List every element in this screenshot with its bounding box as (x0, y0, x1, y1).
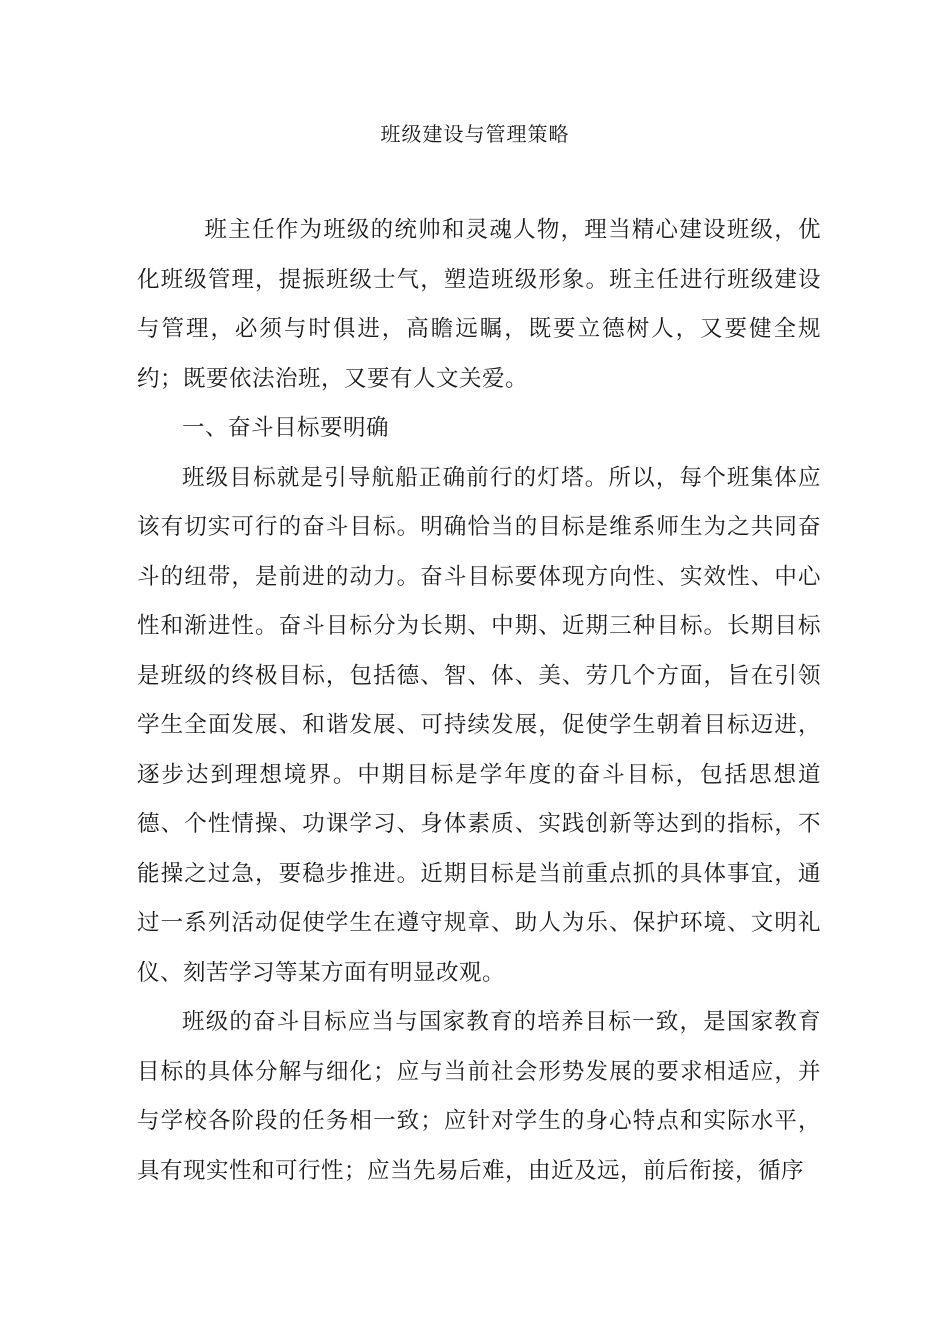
paragraph-goal-alignment: 班级的奋斗目标应当与国家教育的培养目标一致，是国家教育目标的具体分解与细化；应与当前社会形势发展的要求相适应，并与学校各阶段的任务相一致；应针对学生的身心特点和实际水平，具有现实性和可行性；应当先易后难，由近及远，前后衔接，循序 (137, 1009, 821, 1184)
paragraph-goals: 班级目标就是引导航船正确前行的灯塔。所以，每个班集体应该有切实可行的奋斗目标。明确恰当的目标是维系师生为之共同奋斗的纽带，是前进的动力。奋斗目标要体现方向性、实效性、中心性和渐进性。奋斗目标分为长期、中期、近期三种目标。长期目标是班级的终极目标，包括德、智、体、美、劳几个方面，旨在引领学生全面发展、和谐发展、可持续发展，促使学生朝着目标迈进，逐步达到理想境界。中期目标是学年度的奋斗目标，包括思想道德、个性情操、功课学习、身体素质、实践创新等达到的指标，不能操之过急，要稳步推进。近期目标是当前重点抓的具体事宜，通过一系列活动促使学生在遵守规章、助人为乐、保护环境、文明礼仪、刻苦学习等某方面有明显改观。 (137, 464, 821, 986)
paragraph-intro: 班主任作为班级的统帅和灵魂人物，理当精心建设班级，优化班级管理，提振班级士气，塑造班级形象。班主任进行班级建设与管理，必须与时俱进，高瞻远瞩，既要立德树人，又要健全规约；既要依法治班，又要有人文关爱。 (137, 217, 821, 392)
section-heading-1: 一、奋斗目标要明确 (182, 415, 390, 441)
document-body (137, 206, 821, 1196)
document-title: 班级建设与管理策略 (380, 122, 570, 146)
